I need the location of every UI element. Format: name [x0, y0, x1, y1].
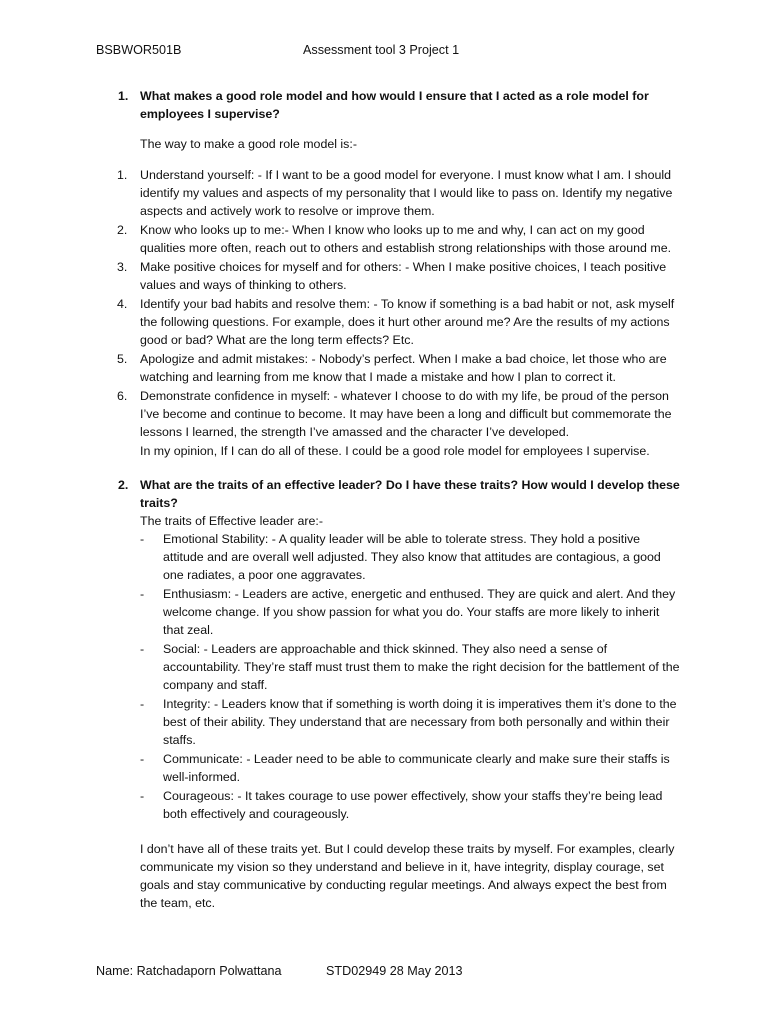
student-id-date: STD02949 28 May 2013	[326, 964, 463, 978]
list-item	[96, 387, 680, 441]
course-code: BSBWOR501B	[96, 43, 182, 57]
list-item-text: Know who looks up to me:- When I know who looks up to me and why, I can act on my good qualities more often, reach out to others and establish strong relationships with those around me.	[140, 223, 672, 255]
list-item-number: 5.	[117, 352, 128, 366]
q2-conclusion: I don’t have all of these traits yet. But I could develop these traits by myself. For examples, clearly communicate my vision so they understand and believe in it, have integrity, display courage, set goals and stay communicative by conducting regular meetings. And always expect the best from the team, etc.	[140, 842, 675, 910]
list-item	[96, 166, 680, 220]
leader-traits-list	[96, 530, 680, 823]
list-item	[96, 585, 680, 639]
q1-conclusion: In my opinion, If I can do all of these. I could be a good role model for employees I supervise.	[140, 444, 650, 458]
bullet-dash: -	[140, 587, 145, 601]
list-item	[96, 787, 680, 823]
bullet-dash: -	[140, 532, 145, 546]
list-item-number: 1.	[117, 168, 128, 182]
list-item-text: Demonstrate confidence in myself: - whatever I choose to do with my life, be proud of the person I’ve become and continue to become. It may have been a long and difficult but commemorate the lessons I learned, the strength I’ve amassed and the character I’ve developed.	[140, 389, 672, 439]
question-2-text: What are the traits of an effective leader? Do I have these traits? How would I develop these traits?	[140, 478, 680, 510]
list-item-number: 3.	[117, 260, 128, 274]
bullet-dash: -	[140, 697, 145, 711]
list-item	[96, 350, 680, 386]
list-item	[96, 295, 680, 349]
q1-intro: The way to make a good role model is:-	[140, 137, 357, 151]
bullet-dash: -	[140, 752, 145, 766]
bullet-dash: -	[140, 789, 145, 803]
role-model-list	[96, 166, 680, 441]
question-1-text: What makes a good role model and how would I ensure that I acted as a role model for employees I supervise?	[140, 89, 649, 121]
page-header	[96, 43, 696, 61]
list-item	[96, 750, 680, 786]
student-name: Name: Ratchadaporn Polwattana	[96, 964, 282, 978]
list-item-number: 4.	[117, 297, 128, 311]
document-body	[96, 87, 680, 912]
list-item	[96, 640, 680, 694]
question-1-number: 1.	[118, 89, 129, 103]
list-item-text: Emotional Stability: - A quality leader will be able to tolerate stress. They hold a positive attitude and are overall well adjusted. They also know that attitudes are contagious, a good one radiates, a poor one aggravates.	[163, 532, 661, 582]
list-item-text: Understand yourself: - If I want to be a good model for everyone. I must know what I am. I should identify my values and aspects of my personality that I would like to pass on. Identify my negative aspects and actively work to resolve or improve them.	[140, 168, 673, 218]
q2-intro: The traits of Effective leader are:-	[140, 514, 323, 528]
question-1	[96, 87, 680, 123]
list-item-text: Integrity: - Leaders know that if something is worth doing it is imperatives them it’s done to the best of their ability. They understand that are necessary from both personally and within their staffs.	[163, 697, 677, 747]
list-item-text: Social: - Leaders are approachable and thick skinned. They also need a sense of accountability. They’re staff must trust them to make the right decision for the battlement of the company and staff.	[163, 642, 680, 692]
list-item	[96, 258, 680, 294]
list-item	[96, 221, 680, 257]
list-item-number: 6.	[117, 389, 128, 403]
list-item-text: Courageous: - It takes courage to use power effectively, show your staffs they’re being lead both effectively and courageously.	[163, 789, 663, 821]
list-item-number: 2.	[117, 223, 128, 237]
list-item-text: Apologize and admit mistakes: - Nobody’s perfect. When I make a bad choice, let those who are watching and learning from me know that I made a mistake and how I plan to correct it.	[140, 352, 667, 384]
list-item-text: Communicate: - Leader need to be able to communicate clearly and make sure their staffs is well-informed.	[163, 752, 670, 784]
list-item	[96, 530, 680, 584]
question-2-number: 2.	[118, 478, 129, 492]
bullet-dash: -	[140, 642, 145, 656]
page-footer	[96, 964, 696, 982]
list-item	[96, 695, 680, 749]
document-title: Assessment tool 3 Project 1	[303, 43, 460, 57]
question-2	[96, 476, 680, 512]
list-item-text: Identify your bad habits and resolve them: - To know if something is a bad habit or not, ask myself the following questions. For example, does it hurt other around me? Are the results of my actions good or bad? What are the long term effects? Etc.	[140, 297, 675, 347]
list-item-text: Enthusiasm: - Leaders are active, energetic and enthused. They are quick and alert. And they welcome change. If you show passion for what you do. Your staffs are more likely to inherit that zeal.	[163, 587, 676, 637]
list-item-text: Make positive choices for myself and for others: - When I make positive choices, I teach positive values and ways of thinking to others.	[140, 260, 667, 292]
